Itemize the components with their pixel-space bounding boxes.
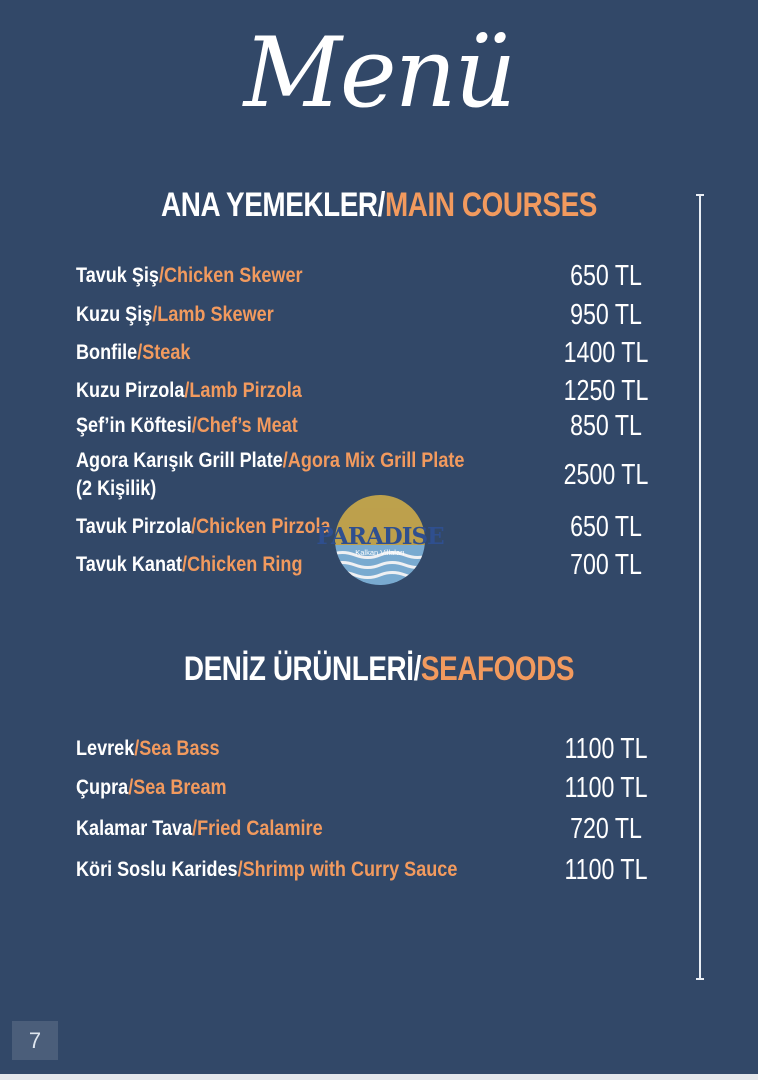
logo-name: PARADISE (316, 523, 444, 550)
item-name-tr: Şef’in Köftesi (76, 414, 192, 437)
item-name-tr: Kalamar Tava (76, 817, 193, 840)
item-price: 1400 TL (563, 337, 649, 369)
item-name-en: /Sea Bream (128, 776, 227, 799)
item-name-tr: Bonfile (76, 341, 138, 364)
section-title-main-courses (68, 186, 690, 225)
item-name-en: /Chicken Pirzola (191, 515, 331, 538)
item-name-tr: Çupra (76, 776, 129, 799)
item-name-tr: Kuzu Şiş (76, 303, 153, 326)
item-name-tr: Tavuk Şiş (76, 264, 159, 287)
item-name-tr: Levrek (76, 737, 135, 760)
item-price: 650 TL (570, 511, 642, 543)
item-name-en: /Lamb Skewer (152, 303, 274, 326)
item-price: 650 TL (570, 260, 642, 292)
section-title-tr: ANA YEMEKLER/ (161, 186, 385, 224)
item-name-tr: Tavuk Kanat (76, 553, 183, 576)
bottom-edge-bar (0, 1074, 758, 1080)
item-name-tr: Agora Karışık Grill Plate (76, 449, 283, 472)
menu-title-text: Menü (243, 17, 515, 129)
item-name-tr: Köri Soslu Karides (76, 858, 238, 881)
item-name-tr: Tavuk Pirzola (76, 515, 192, 538)
item-price: 1100 TL (564, 854, 648, 886)
menu-script-title (0, 18, 758, 158)
section-title-tr: DENİZ ÜRÜNLERİ/ (183, 650, 421, 688)
item-name-en: /Sea Bass (134, 737, 220, 760)
paradise-logo (316, 493, 444, 588)
decorative-vertical-line (699, 194, 701, 980)
item-price: 850 TL (570, 410, 642, 442)
section-title-en: MAIN COURSES (384, 186, 597, 224)
item-name-en: /Shrimp with Curry Sauce (237, 858, 458, 881)
item-price: 1100 TL (564, 733, 648, 765)
item-price: 720 TL (570, 813, 642, 845)
section-title-seafoods (68, 650, 690, 689)
item-name-tr: Kuzu Pirzola (76, 379, 185, 402)
item-name-en: /Agora Mix Grill Plate (282, 449, 465, 472)
item-price: 2500 TL (563, 459, 649, 491)
item-name-en: /Chicken Skewer (158, 264, 303, 287)
item-price: 950 TL (570, 299, 642, 331)
logo-subtitle: Kalkan Villaları (355, 548, 405, 557)
item-name-en: /Chicken Ring (182, 553, 303, 576)
page-number: 7 (12, 1021, 58, 1060)
item-name-en: /Chef’s Meat (191, 414, 298, 437)
section-title-en: SEAFOODS (420, 650, 575, 688)
item-name-en: /Steak (137, 341, 191, 364)
item-name-en: /Fried Calamire (192, 817, 323, 840)
item-price: 1100 TL (564, 772, 648, 804)
item-price: 1250 TL (563, 375, 649, 407)
item-note: (2 Kişilik) (76, 477, 157, 500)
item-price: 700 TL (570, 549, 642, 581)
item-name-en: /Lamb Pirzola (184, 379, 302, 402)
